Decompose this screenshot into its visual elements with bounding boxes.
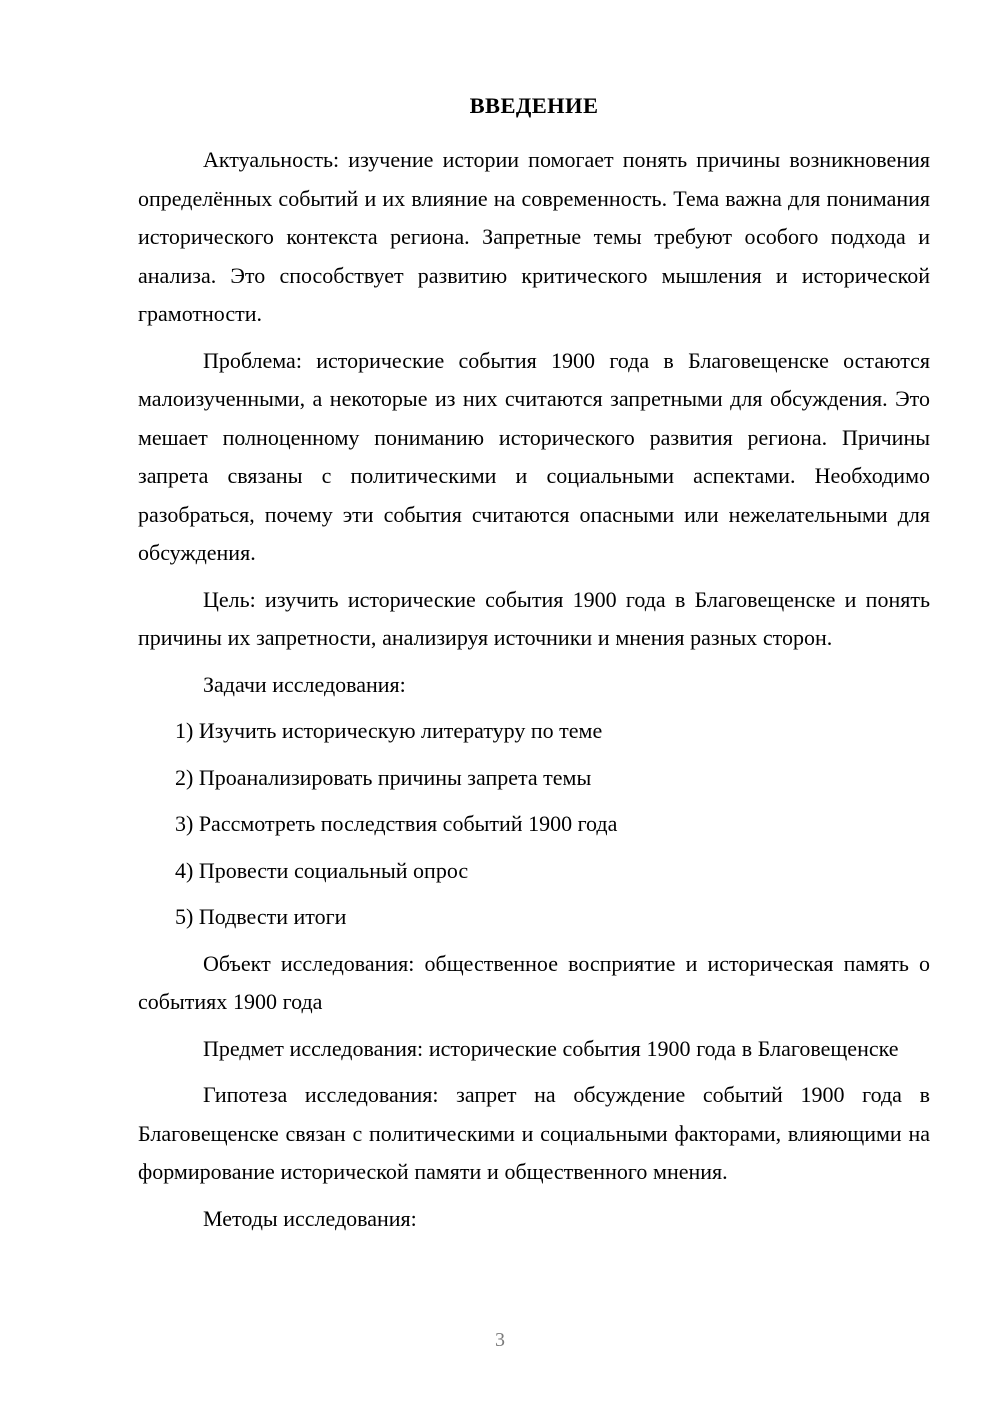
list-item: 3) Рассмотреть последствия событий 1900 года [175, 811, 618, 836]
paragraph-goal: Цель: изучить исторические события 1900 года в Благовещенске и понять причины их запретности, анализируя источники и мнения разных сторон. [138, 586, 930, 650]
heading-methods: Методы исследования: [203, 1205, 417, 1231]
paragraph-problem: Проблема: исторические события 1900 года в Благовещенске остаются малоизученными, а некоторые из них считаются запретными для обсуждения. Это мешает полноценному пониманию исторического развития региона. Причины запрета связаны с политическими и социальными аспектами. Необходимо разобраться, почему эти события считаются опасными или нежелательными для обсуждения. [138, 347, 930, 565]
heading-tasks: Задачи исследования: [203, 671, 406, 697]
list-item: 5) Подвести итоги [175, 904, 347, 929]
list-item: 4) Провести социальный опрос [175, 857, 469, 883]
page-title: ВВЕДЕНИЕ [469, 93, 599, 118]
paragraph-object: Объект исследования: общественное восприятие и историческая память о событиях 1900 года [138, 950, 930, 1014]
page-content [138, 92, 930, 1246]
paragraph-relevance: Актуальность: изучение истории помогает понять причины возникновения определённых событий и их влияние на современность. Тема важна для понимания исторического контекста региона. Запретные темы требуют особого подхода и анализа. Это способствует развитию критического мышления и исторической грамотности. [138, 147, 930, 326]
paragraph-hypothesis: Гипотеза исследования: запрет на обсуждение событий 1900 года в Благовещенске связан с политическими и социальными факторами, влияющими на формирование исторической памяти и общественного мнения. [138, 1082, 930, 1184]
list-item: 1) Изучить историческую литературу по теме [175, 718, 603, 743]
list-item: 2) Проанализировать причины запрета темы [175, 764, 592, 790]
page-number: 3 [495, 1329, 505, 1351]
paragraph-subject: Предмет исследования: исторические события 1900 года в Благовещенске [203, 1035, 899, 1061]
